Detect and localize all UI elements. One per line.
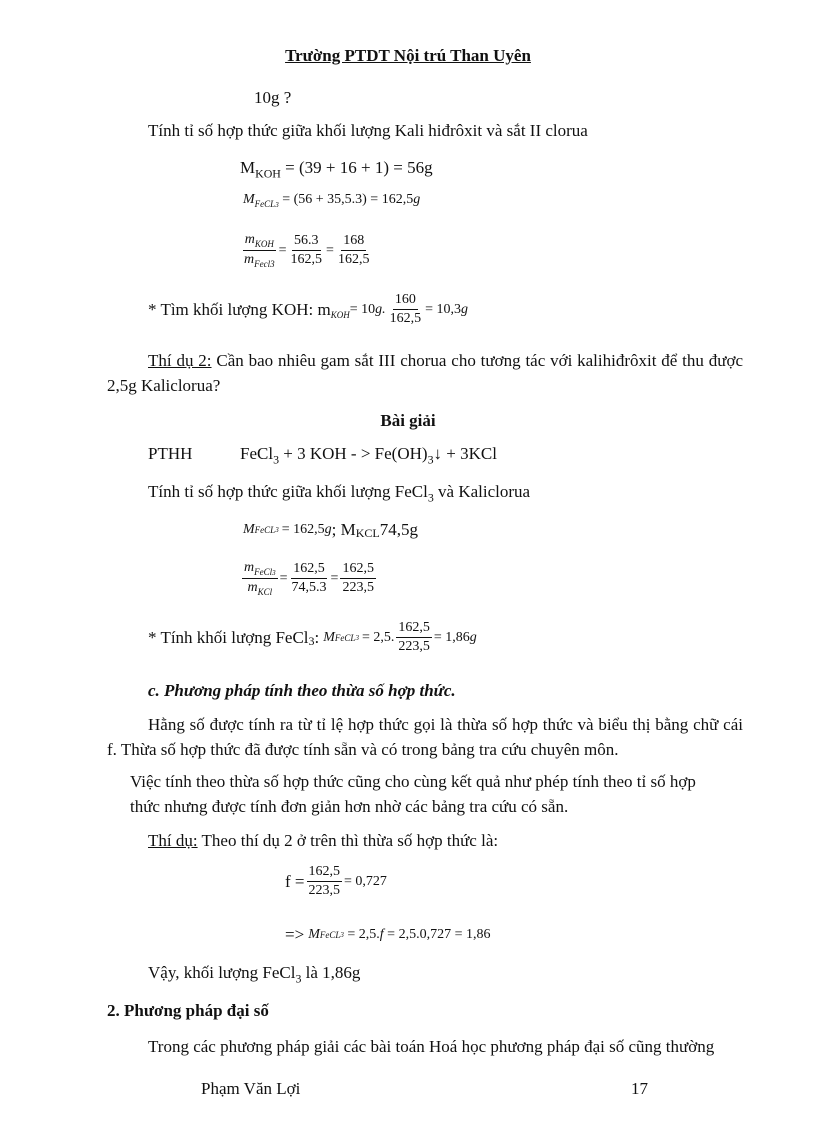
subscript: KCl: [257, 587, 273, 598]
subscript: FeCL: [334, 632, 356, 643]
numerator: 160: [393, 292, 418, 310]
subscript: 3: [308, 634, 315, 649]
unit: g: [413, 192, 421, 207]
equals: =: [278, 242, 287, 258]
section-2-paragraph: Trong các phương pháp giải các bài toán Hoá học phương pháp đại số cũng thường: [148, 1037, 715, 1056]
ratio-formula-1: [240, 232, 373, 270]
subscript: FeCL: [319, 930, 341, 940]
numerator: 56.3: [292, 233, 321, 251]
example-line: [148, 831, 498, 851]
subscript: 3: [427, 490, 434, 505]
numerator: 162,5: [291, 561, 327, 579]
text: f =: [285, 871, 305, 891]
fraction: [242, 232, 277, 270]
fraction: [289, 233, 325, 268]
fraction: [388, 292, 424, 327]
f-formula: [285, 864, 387, 899]
formula-text: = 0,727: [344, 873, 387, 889]
formula-text: + 3 KOH - > Fe(OH): [279, 444, 428, 463]
subscript: 3: [272, 569, 276, 577]
page-title: Trường PTDT Nội trú Than Uyên: [285, 46, 531, 65]
symbol: M: [240, 158, 256, 177]
formula-text: = 2,5.: [361, 629, 395, 645]
unit: g: [324, 521, 332, 537]
text: và Kaliclorua: [433, 482, 531, 501]
symbol: m: [244, 232, 255, 247]
symbol: M: [243, 521, 255, 537]
subscript: FeCL: [254, 199, 276, 209]
subscript: 3: [275, 201, 279, 209]
equals: =: [330, 570, 339, 586]
formula-text: FeCl: [240, 444, 274, 463]
subscript: KOH: [330, 309, 350, 320]
text-line: Tính tỉ số hợp thức giữa khối lượng Kali hiđrôxit và sắt II clorua: [148, 121, 588, 140]
subscript: FeCl: [254, 567, 273, 577]
subscript: 3: [355, 633, 359, 642]
subscript: 3: [275, 525, 279, 534]
fraction: [307, 864, 343, 899]
symbol: m: [244, 560, 255, 575]
solution-heading: Bài giải: [380, 411, 436, 430]
formula-text: = 10,3: [425, 301, 462, 317]
subscript: KOH: [255, 166, 281, 181]
text: Tính tỉ số hợp thức giữa khối lượng FeCl: [148, 482, 428, 501]
arrow-formula: [285, 925, 490, 945]
example-label: Thí dụ 2:: [148, 351, 212, 370]
text: Theo thí dụ 2 ở trên thì thừa số hợp thức là:: [197, 831, 499, 850]
fraction: [242, 560, 278, 598]
example-label: Thí dụ:: [148, 831, 198, 850]
formula-text: ; M: [331, 519, 356, 539]
text: * Tìm khối lượng KOH: m: [148, 299, 331, 319]
find-koh-line: [148, 292, 468, 327]
text-line: [148, 482, 530, 505]
footer-author: Phạm Văn Lợi: [201, 1079, 301, 1098]
subscript: 3: [295, 971, 302, 986]
formula-text: = 2,5.: [343, 927, 380, 942]
footer-page-number: 17: [631, 1079, 648, 1098]
fraction: [336, 233, 372, 268]
text: * Tính khối lượng FeCl: [148, 627, 309, 647]
unit: g.: [375, 301, 386, 317]
denominator: 223,5: [308, 883, 340, 899]
text: =>: [285, 925, 305, 944]
symbol: m: [244, 252, 255, 268]
fraction: [290, 561, 329, 596]
paragraph-text: Cần bao nhiêu gam sắt III chorua cho tương tác với kalihiđrôxit để thu được 2,5g Kaliclorua?: [107, 351, 743, 395]
pthh-label: PTHH: [148, 444, 193, 463]
section-c-paragraph-1: Hằng số được tính ra từ tỉ lệ hợp thức gọi là thừa số hợp thức và biểu thị bằng chữ cái f. Thừa số hợp thức đã được tính sẵn và có trong bảng tra cứu chuyên môn.: [107, 715, 743, 759]
subscript: Fecl3: [254, 259, 275, 270]
subscript: KCL: [355, 526, 380, 540]
unit: g: [461, 301, 469, 317]
formula-text: = (56 + 35,5.3) = 162,5: [282, 192, 414, 207]
numerator: 162,5: [396, 620, 432, 638]
unit: g: [469, 629, 477, 645]
pthh-equation: [240, 444, 497, 467]
fraction: [396, 620, 432, 655]
equals: =: [279, 570, 288, 586]
subscript: 3: [273, 452, 280, 467]
ratio-formula-2: [240, 560, 378, 598]
numerator: 162,5: [340, 561, 376, 579]
symbol: f: [379, 927, 384, 942]
example-2-paragraph: [107, 348, 743, 398]
conclusion-line: [148, 963, 360, 986]
denominator: 74,5.3: [291, 580, 327, 596]
text-line: 10g ?: [254, 88, 292, 107]
fraction: [340, 561, 376, 596]
section-c-heading: c. Phương pháp tính theo thừa số hợp thức.: [148, 681, 456, 700]
denominator: 223,5: [342, 580, 374, 596]
formula-text: = 10: [349, 301, 376, 317]
subscript: FeCL: [254, 524, 276, 535]
formula-text: ↓ + 3KCl: [433, 444, 497, 463]
subscript: 3: [427, 452, 434, 467]
denominator: 162,5: [337, 252, 370, 268]
subscript: KOH: [254, 239, 274, 249]
text: :: [314, 627, 320, 647]
calc-fecl3-line: [148, 620, 477, 655]
formula-molar-fecl3: [243, 192, 420, 209]
formula-text: 74,5g: [379, 519, 418, 539]
formula-molar-koh: [240, 158, 433, 181]
denominator: 223,5: [398, 639, 430, 655]
numerator: 168: [341, 233, 366, 251]
formula-molar-pair: [243, 518, 418, 541]
symbol: M: [323, 629, 335, 645]
formula-text: = (39 + 16 + 1) = 56g: [280, 158, 433, 177]
section-c-paragraph-2-line-2: thức nhưng được tính đơn giản hơn nhờ các bảng tra cứu có sẵn.: [130, 797, 569, 816]
denominator: 162,5: [389, 311, 422, 327]
formula-text: = 1,86: [433, 629, 470, 645]
denominator: 162,5: [290, 252, 323, 268]
subscript: 3: [340, 931, 344, 939]
symbol: M: [243, 192, 255, 207]
symbol: M: [308, 927, 320, 942]
text: Vậy, khối lượng FeCl: [148, 963, 296, 982]
symbol: m: [247, 580, 258, 596]
numerator: 162,5: [307, 864, 343, 882]
formula-text: = 2,5.0,727 = 1,86: [383, 927, 491, 942]
formula-text: = 162,5: [281, 521, 325, 537]
equals: =: [326, 242, 334, 258]
text: là 1,86g: [301, 963, 361, 982]
section-c-paragraph-2-line-1: Việc tính theo thừa số hợp thức cũng cho cùng kết quả như phép tính theo tỉ số hợp: [130, 772, 696, 791]
section-2-heading: 2. Phương pháp đại số: [107, 1001, 269, 1020]
